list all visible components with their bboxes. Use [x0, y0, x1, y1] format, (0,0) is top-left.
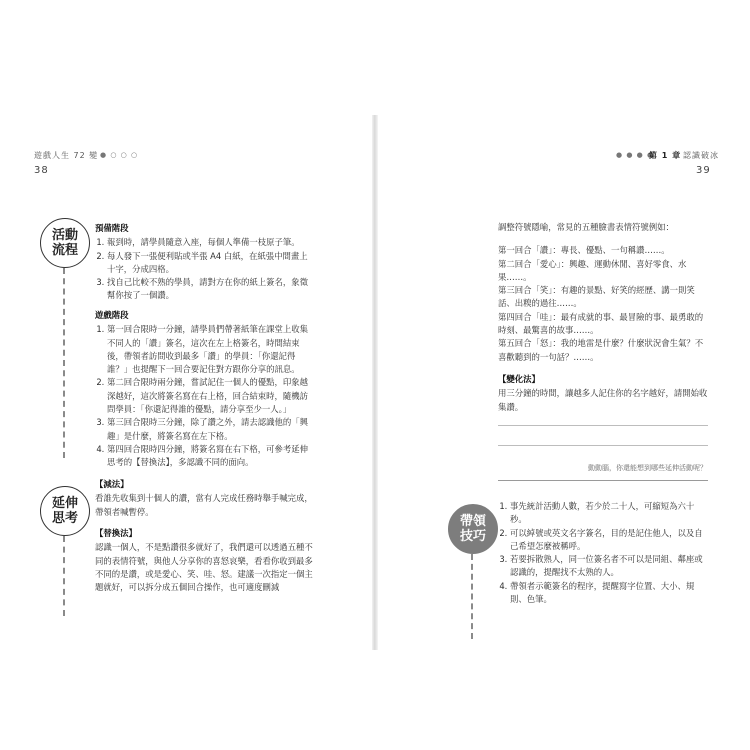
- reduce-text: 看誰先收集到十個人的讚，當有人完成任務時舉手喊完成，帶領者喊暫停。: [95, 493, 313, 517]
- game-section: [95, 309, 313, 470]
- dashed-connector: [63, 268, 65, 458]
- running-head-dots: ● ● ● ●: [616, 151, 655, 159]
- round-item: 第四回合「哇」：最有成就的事、最冒險的事、最勇敢的時刻、最驚喜的故事……。: [498, 311, 704, 336]
- replace-section: [95, 527, 313, 594]
- leading-tips-badge: 帶領 技巧: [448, 504, 498, 554]
- round-item: 第五回合「怒」：我的地雷是什麼？什麼狀況會生氣？不喜歡聽到的一句話？……。: [498, 338, 704, 362]
- list-item: 2. 第二回合限時兩分鐘，嘗試記住一個人的優點，印象越深越好，這次將簽名寫在右上格，回合結束時，隨機訪問學員：「你還記得誰的優點，請分享至少一人。」: [107, 376, 313, 416]
- variation-heading: 【變化法】: [498, 374, 540, 384]
- prep-section: [95, 222, 313, 303]
- reduce-section: [95, 478, 313, 519]
- writing-line: [498, 445, 708, 446]
- round-item: 第三回合「笑」：有趣的景點、好笑的經歷、講一則笑話、出糗的過往……。: [498, 285, 695, 309]
- list-item: 2. 可以綽號或英文名字簽名，目的是記住他人，以及自己希望怎麼被稱呼。: [510, 527, 710, 554]
- dashed-connector: [471, 554, 473, 639]
- list-item: 3. 找自己比較不熟的學員，請對方在你的紙上簽名，象徵幫你按了一個讚。: [107, 276, 313, 303]
- reduce-heading: 【減法】: [95, 479, 129, 489]
- variation-text: 用三分鐘的時間，讓越多人記住你的名字越好，請開始收集讚。: [498, 388, 708, 412]
- list-item: 3. 第三回合限時三分鐘，除了讚之外，請去認識他的「興趣」是什麼，將簽名寫在左下格。: [107, 416, 313, 443]
- writing-line: [498, 425, 708, 426]
- replace-text: 認識一個人，不是點讚很多就好了，我們還可以透過五種不同的表情符號，與他人分享你的喜怒哀樂，看看你收到最多不同的是讚，或是愛心、笑、哇、怒。建議一次指定一個主題就好，可以拆分成五個回合操作，也可適度刪減: [95, 542, 313, 593]
- round-item: 第一回合「讚」：專長、優點、一句稱讚……。: [498, 245, 670, 256]
- list-item: 1. 報到時，請學員隨意入座，每個人準備一枝原子筆。: [107, 236, 313, 249]
- game-heading: 遊戲階段: [95, 310, 129, 320]
- list-item: 4. 帶領者示範簽名的程序，提醒寫字位置、大小、規則、色筆。: [510, 580, 710, 607]
- left-page: [0, 0, 372, 750]
- extended-thinking-badge: 延伸 思考: [40, 486, 90, 536]
- list-item: 2. 每人發下一張便利貼或半張 A4 白紙，在紙張中間畫上十字，分成四格。: [107, 250, 313, 277]
- list-item: 1. 第一回合限時一分鐘，請學員們帶著紙筆在課堂上收集不同人的「讚」簽名，這次在左上格簽名，時間結束後，帶領者訪問收到最多「讚」的學員：「你還記得誰？」也提醒下一回合要記住對方跟你分享的訊息。: [107, 323, 313, 376]
- tips-section: [498, 500, 710, 606]
- running-head-dots: ● ○ ○ ○: [100, 151, 139, 159]
- chapter-label: 第 1 章: [649, 151, 682, 160]
- tips-list: [498, 500, 710, 606]
- rounds-intro: 調整符號隱喻，常見的五種臉書表情符號例如：: [498, 222, 674, 232]
- game-list: [95, 323, 313, 469]
- replace-heading: 【替換法】: [95, 528, 137, 538]
- list-item: 3. 若要拆散熟人，同一位簽名者不可以是同組、鄰座或認識的，提醒找不太熟的人。: [510, 553, 710, 580]
- prep-heading: 預備階段: [95, 223, 129, 233]
- variation-section: [498, 373, 710, 414]
- brainstorm-caption: 動動腦，你還能想到哪些延伸活動呢？: [588, 464, 707, 472]
- list-item: 1. 事先統計活動人數，若少於二十人，可縮短為六十秒。: [510, 500, 710, 527]
- round-item: 第二回合「愛心」：興趣、運動休閒、喜好零食、水果……。: [498, 258, 687, 282]
- page-number: 38: [34, 165, 49, 176]
- prep-list: [95, 236, 313, 302]
- section-divider: [498, 480, 708, 481]
- list-item: 4. 第四回合限時四分鐘，將簽名寫在右下格，可參考延伸思考的【替換法】，多認識不同的面向。: [107, 443, 313, 470]
- chapter-title: 認識破冰: [683, 151, 719, 160]
- page-number: 39: [696, 165, 711, 176]
- running-head-title: 遊戲人生 72 變: [34, 151, 99, 160]
- activity-flow-badge: 活動 流程: [40, 218, 90, 268]
- dashed-connector: [63, 536, 65, 616]
- right-page: [378, 0, 750, 750]
- rounds-section: [498, 221, 710, 364]
